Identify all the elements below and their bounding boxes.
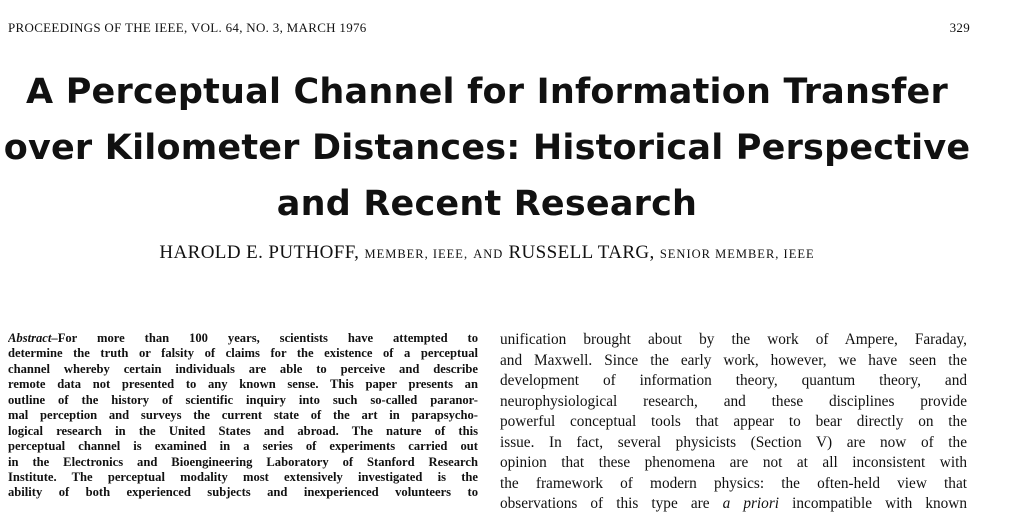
author-1-name: HAROLD E. PUTHOFF, xyxy=(159,242,360,263)
abstract xyxy=(8,331,478,501)
title-line-1: A Perceptual Channel for Information Transfer xyxy=(26,72,948,112)
body-line-end: incompatible with known xyxy=(792,495,967,512)
abstract-line: mal perception and surveys the current state of the art in parapsycho- xyxy=(8,408,478,423)
author-conjunction: AND xyxy=(473,247,504,261)
abstract-line: channel whereby certain individuals are able to perceive and describe xyxy=(8,361,478,376)
author-1-grade: MEMBER, IEEE, xyxy=(364,247,469,261)
title-line-3: and Recent Research xyxy=(276,184,698,224)
abstract-line: in the Electronics and Bioengineering Laboratory of Stanford Research xyxy=(8,454,478,469)
paper-title xyxy=(0,64,974,232)
author-2-grade: SENIOR MEMBER, IEEE xyxy=(659,247,815,261)
body-line: issue. In fact, several physicists (Section V) are now of the xyxy=(500,433,967,451)
body-line: opinion that these phenomena are not at all inconsistent with xyxy=(500,454,967,471)
author-2-name: RUSSELL TARG, xyxy=(508,242,655,263)
body-line: neurophysiological research, and these disciplines provide xyxy=(500,392,967,410)
abstract-line: perceptual channel is examined in a series of experiments carried out xyxy=(8,439,478,454)
body-line: and Maxwell. Since the early work, however, we have seen the xyxy=(500,351,967,369)
journal-citation: PROCEEDINGS OF THE IEEE, VOL. 64, NO. 3, MARCH 1976 xyxy=(8,20,367,35)
abstract-label: Abstract xyxy=(8,331,52,345)
abstract-line: determine the truth or falsity of claims for the existence of a perceptual xyxy=(8,346,478,361)
abstract-line: ability of both experienced subjects and inexperienced volunteers to xyxy=(8,485,478,500)
body-line-start: observations of this type are xyxy=(500,495,710,512)
body-line xyxy=(500,494,967,515)
body-line: the framework of modern physics: the often-held view that xyxy=(500,474,967,492)
body-line: development of information theory, quantum theory, and xyxy=(500,372,967,389)
body-text-column xyxy=(500,330,967,515)
body-line: unification brought about by the work of Ampere, Faraday, xyxy=(500,331,967,348)
abstract-line: logical research in the United States and abroad. The nature of this xyxy=(8,423,478,438)
body-italic-phrase: a priori xyxy=(722,495,780,512)
author-line xyxy=(0,242,974,264)
abstract-line-text: For more than 100 years, scientists have attempted to xyxy=(57,331,478,345)
abstract-line: outline of the history of scientific inquiry into such so-called paranor- xyxy=(8,392,478,407)
title-line-2: over Kilometer Distances: Historical Perspective xyxy=(3,128,971,168)
body-line: powerful conceptual tools that appear to bear directly on the xyxy=(500,413,967,430)
running-head xyxy=(8,20,970,36)
abstract-dash: – xyxy=(51,331,58,345)
abstract-line: remote data not presented to any known sense. This paper presents an xyxy=(8,377,478,392)
abstract-line: Institute. The perceptual modality most extensively investigated is the xyxy=(8,469,478,484)
abstract-line xyxy=(8,331,478,346)
page-number: 329 xyxy=(949,20,970,35)
